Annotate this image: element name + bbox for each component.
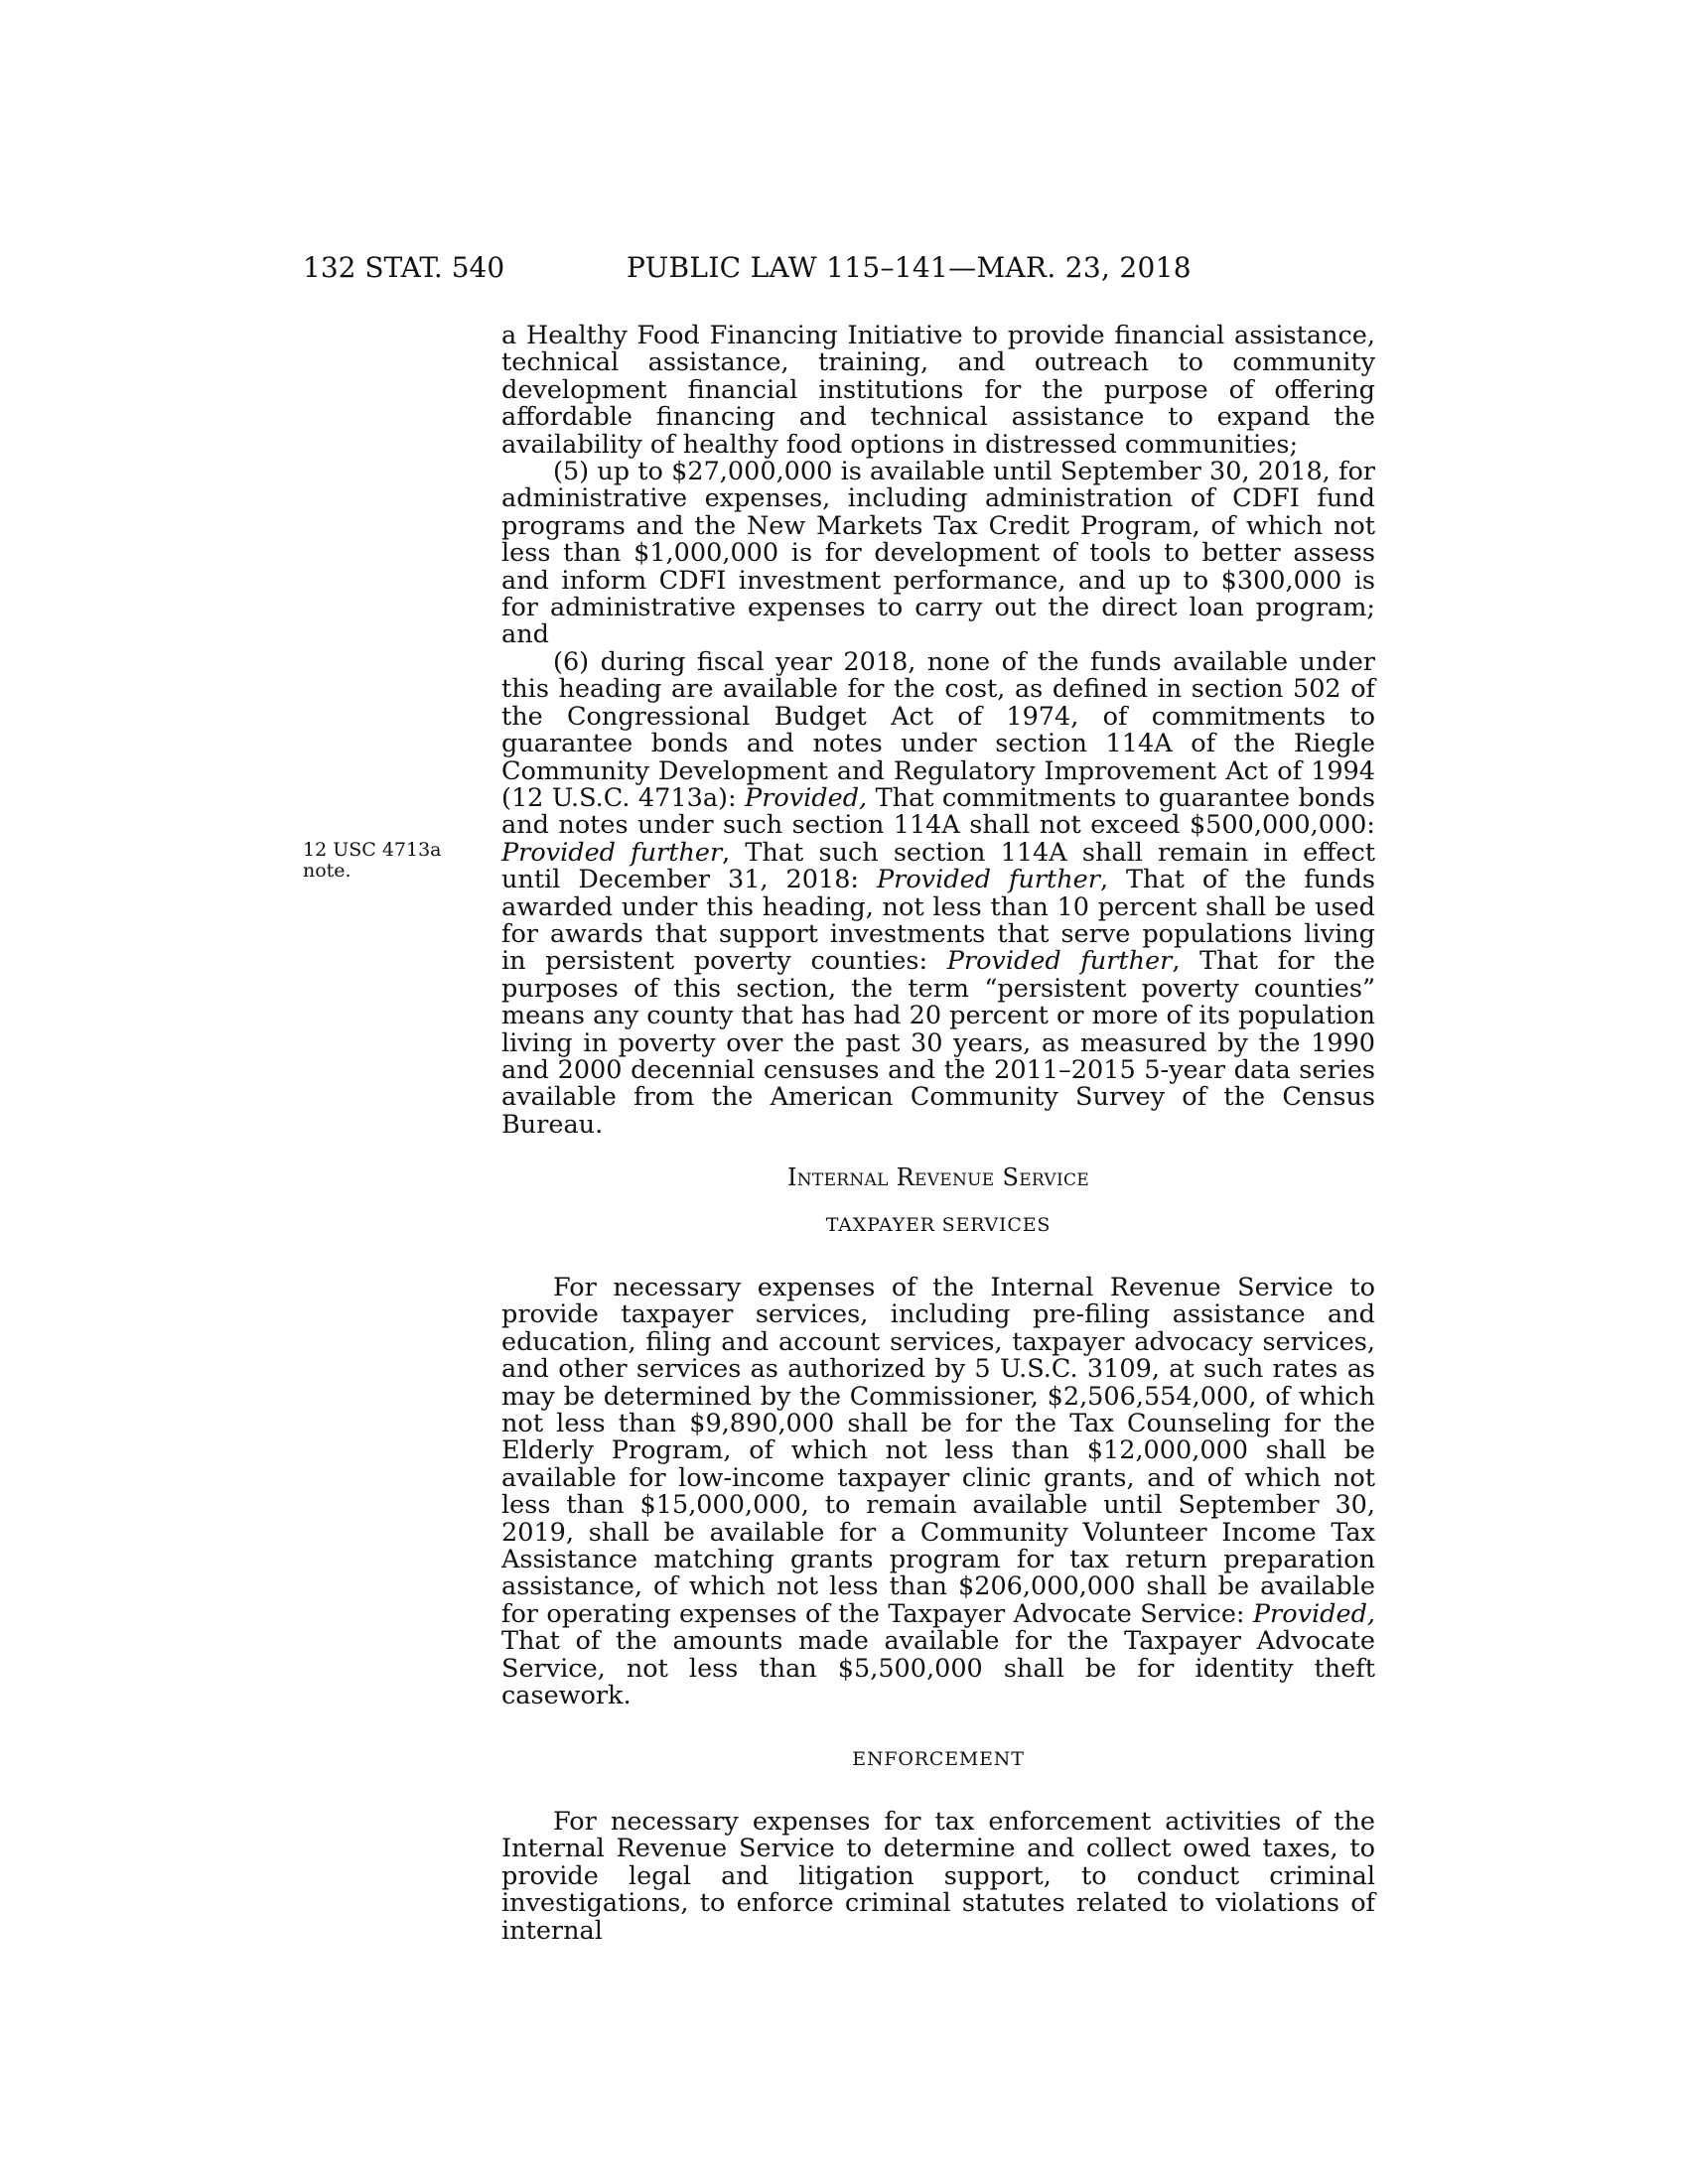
- statute-page-number: 132 STAT. 540: [303, 251, 505, 284]
- taxpayer-services-heading: TAXPAYER SERVICES: [825, 1213, 1052, 1236]
- margin-note: [303, 840, 472, 882]
- law-title: PUBLIC LAW 115–141—MAR. 23, 2018: [627, 251, 1192, 284]
- running-header: [303, 248, 1336, 288]
- agency-heading: Internal Revenue Service: [786, 1163, 1090, 1192]
- margin-note-citation: 12 USC 4713a: [303, 839, 442, 861]
- paragraph-6: (6) during fiscal year 2018, none of the funds available under this heading are available for the cost, as defined in section 502 of the Congressional Budget Act of 1974, of commitments to guarantee bonds and notes under section 114A of the Riegle Community Development and Regulatory Improvement Act of 1994 (12 U.S.C. 4713a): Provided, That commitments to guarantee bonds and notes under such section 114A shall not exceed $500,000,000: Provided further, That such section 114A shall remain in effect until December 31, 2018: Provided further, That of the funds awarded under this heading, not less than 10 percent shall be used for awards that support investments that serve populations living in persistent poverty counties: Provided further, That for the purposes of this section, the term “persistent poverty counties” means any county that has had 20 percent or more of its population living in poverty over the past 30 years, as measured by the 1990 and 2000 decennial censuses and the 2011–2015 5-year data series available from the American Community Survey of the Census Bureau.: [501, 646, 1376, 1140]
- body-text: [501, 323, 1375, 1945]
- margin-note-suffix: note.: [303, 860, 352, 882]
- taxpayer-services-paragraph: For necessary expenses of the Internal Revenue Service to provide taxpayer services, including pre-filing assistance and education, filing and account services, taxpayer advocacy services, and other services as authorized by 5 U.S.C. 3109, at such rates as may be determined by the Commissioner, $2,506,554,000, of which not less than $9,890,000 shall be for the Tax Counseling for the Elderly Program, of which not less than $12,000,000 shall be available for low-income taxpayer clinic grants, and of which not less than $15,000,000, to remain available until September 30, 2019, shall be available for a Community Volunteer Income Tax Assistance matching grants program for tax return preparation assistance, of which not less than $206,000,000 shall be available for operating expenses of the Taxpayer Advocate Service: Provided, That of the amounts made available for the Taxpayer Advocate Service, not less than $5,500,000 shall be for identity theft casework.: [501, 1273, 1375, 1711]
- enforcement-heading: ENFORCEMENT: [852, 1747, 1025, 1770]
- enforcement-paragraph: For necessary expenses for tax enforcement activities of the Internal Revenue Service to determine and collect owed taxes, to provide legal and litigation support, to conduct criminal investigations, to enforce criminal statutes related to violations of internal: [501, 1806, 1375, 1946]
- paragraph-continued: a Healthy Food Financing Initiative to provide financial assistance, technical assistance, training, and outreach to community development financial institutions for the purpose of offering affordable financing and technical assistance to expand the availability of healthy food options in distressed communities;: [501, 321, 1375, 460]
- paragraph-5: (5) up to $27,000,000 is available until September 30, 2018, for administrative expenses, including administration of CDFI fund programs and the New Markets Tax Credit Program, of which not less than $1,000,000 is for development of tools to better assess and inform CDFI investment performance, and up to $300,000 is for administrative expenses to carry out the direct loan program; and: [501, 457, 1375, 650]
